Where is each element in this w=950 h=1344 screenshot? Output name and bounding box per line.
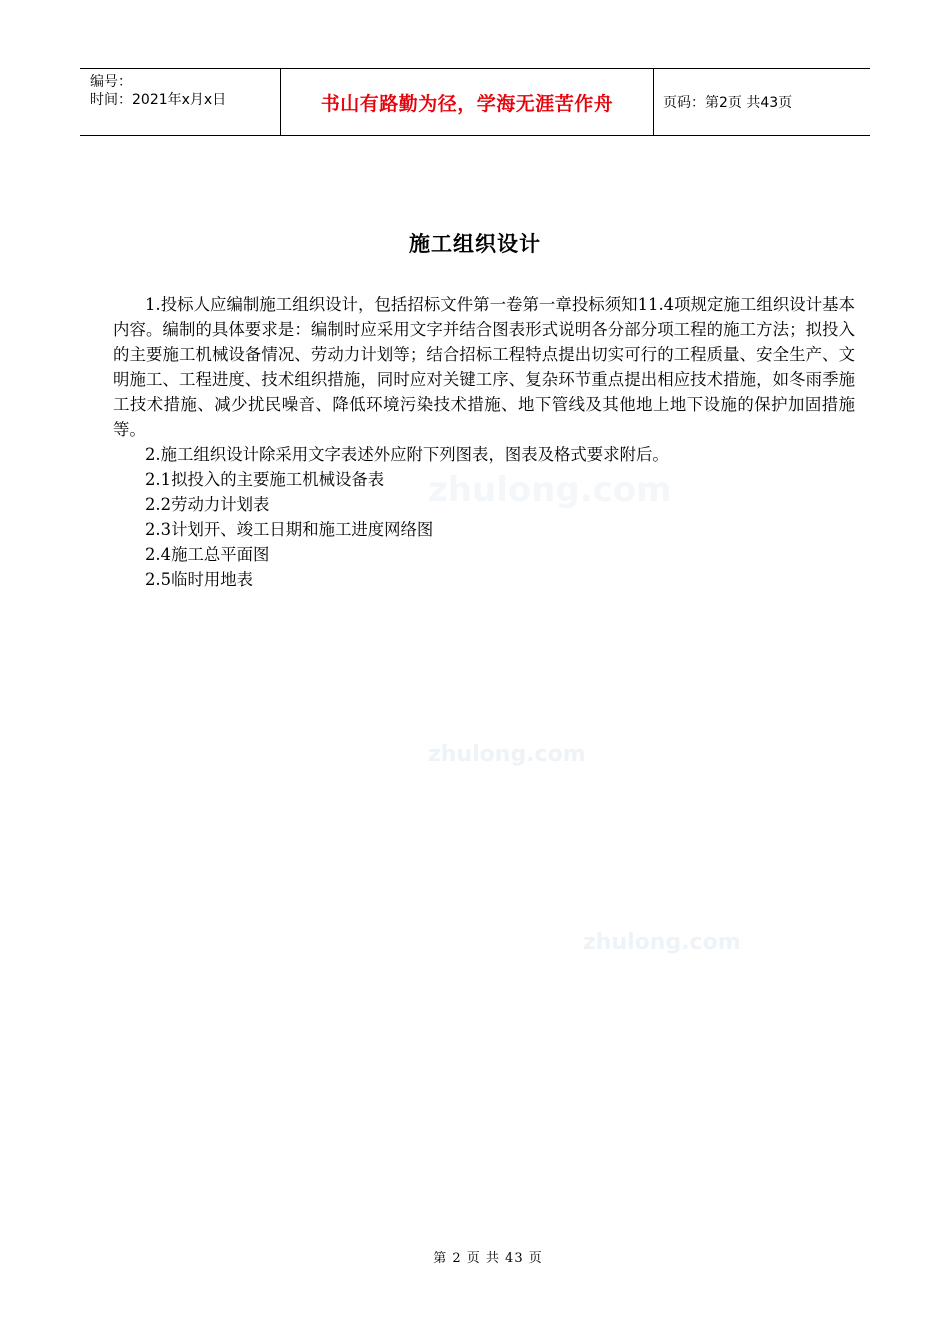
page-footer: 第 2 页 共 43 页 — [433, 1251, 543, 1266]
header-motto: 书山有路勤为径，学海无涯苦作舟 — [320, 92, 614, 115]
watermark-text: zhulong.com — [583, 930, 741, 955]
body-paragraph: 2.施工组织设计除采用文字表述外应附下列图表，图表及格式要求附后。 — [145, 445, 669, 464]
list-item: 2.3计划开、竣工日期和施工进度网络图 — [145, 520, 434, 539]
document-number-label: 编号： — [90, 74, 132, 90]
document-date-label: 时间：2021年x月x日 — [90, 92, 227, 108]
page-title: 施工组织设计 — [409, 232, 541, 256]
body-paragraph: 1.投标人应编制施工组织设计，包括招标文件第一卷第一章投标须知11.4项规定施工组织设计基本内容。编制的具体要求是：编制时应采用文字并结合图表形式说明各分部分项工程的施工方法；拟投入的主要施工机械设备情况、劳动力计划等；结合招标工程特点提出切实可行的工程质量、安全生产、文明施工、工程进度、技术组织措施，同时应对关键工序、复杂环节重点提出相应技术措施，如冬雨季施工技术措施、减少扰民噪音、降低环境污染技术措施、地下管线及其他地上地下设施的保护加固措施等。 — [113, 295, 855, 439]
header-page-cell — [654, 69, 870, 135]
list-item: 2.5临时用地表 — [145, 570, 254, 589]
watermark-text: zhulong.com — [428, 742, 586, 767]
list-item: 2.2劳动力计划表 — [145, 495, 270, 514]
header-table — [80, 68, 870, 136]
document-body — [113, 292, 855, 592]
list-item: 2.4施工总平面图 — [145, 545, 270, 564]
header-meta-cell — [80, 69, 281, 135]
header-motto-cell — [281, 69, 654, 135]
list-item: 2.1拟投入的主要施工机械设备表 — [145, 470, 385, 489]
watermark-text: zhulong.com — [428, 470, 672, 510]
header-page-info: 页码：第2页 共43页 — [663, 95, 793, 111]
